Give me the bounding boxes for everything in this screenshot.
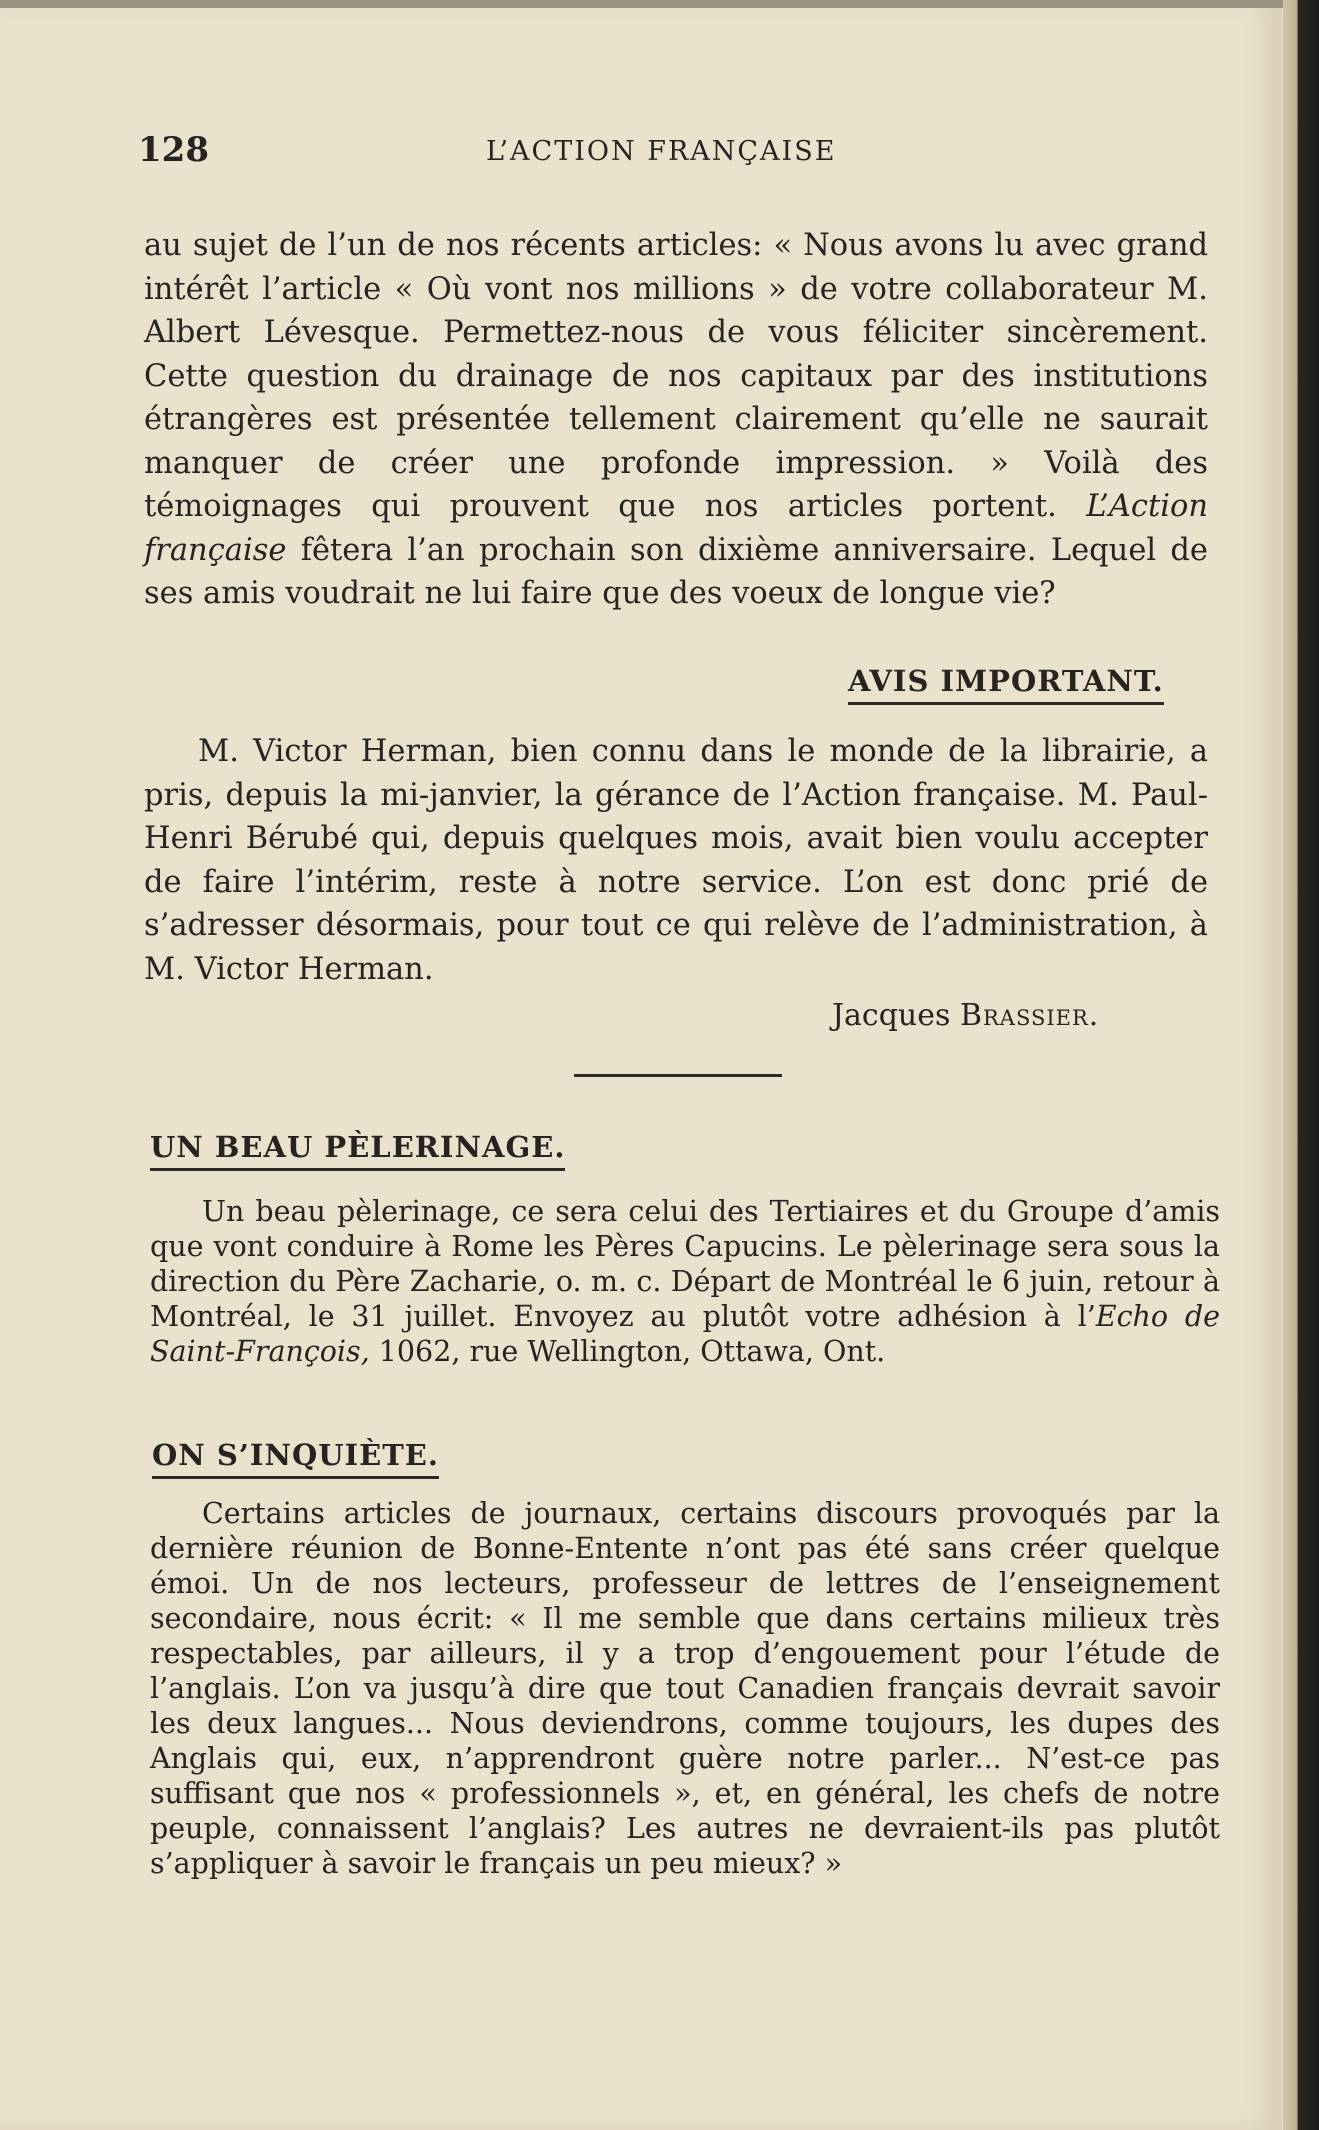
signature-first-name: Jacques [832,998,951,1033]
page-top-edge [0,0,1319,8]
signature-last-name: Brassier. [959,998,1100,1033]
pelerinage-text: Un beau pèlerinage, ce sera celui des Tertiaires et du Groupe d’amis que vont conduire à Rome les Pères Capucins. Le pèlerinage sera sous la direction du Père Zacharie, o. m. c. Départ de Montréal le 6 juin, retour à Montréal, le 31 juillet. Envoyez au plutôt votre adhésion à l’ [150,1195,1220,1333]
avis-heading: AVIS IMPORTANT. [848,664,1164,705]
signature [832,998,1099,1033]
intro-text-after: fêtera l’an prochain son dixième anniversaire. Lequel de ses amis voudrait ne lui faire que des voeux de longue vie? [144,532,1208,611]
intro-paragraph [144,224,1208,616]
section-divider [574,1074,782,1077]
avis-paragraph: M. Victor Herman, bien connu dans le monde de la librairie, a pris, depuis la mi-janvier, la gérance de l’Action française. M. Paul-Henri Bérubé qui, depuis quelques mois, avait bien voulu accepter de faire l’intérim, reste à notre service. L’on est donc prié de s’adresser désormais, pour tout ce qui relève de l’administration, à M. Victor Herman. [144,734,1208,987]
page-number: 128 [138,130,209,170]
intro-text: au sujet de l’un de nos récents articles: « Nous avons lu avec grand intérêt l’article « Où vont nos millions » de votre collaborateur M. Albert Lévesque. Permettez-nous de vous féliciter sincèrement. Cette question du drainage de nos capitaux par des institutions étrangères est présentée tellement clairement qu’elle ne saurait manquer de créer une profonde impression. » Voilà des témoignages qui prouvent que nos articles portent. [144,228,1208,524]
inquiete-heading: ON S’INQUIÈTE. [152,1438,439,1479]
pelerinage-heading: UN BEAU PÈLERINAGE. [150,1130,565,1171]
running-head [138,130,1208,170]
pelerinage-paragraph [150,1194,1220,1369]
pelerinage-text-after: 1062, rue Wellington, Ottawa, Ont. [369,1335,886,1368]
echo-italic: Echo de Saint-François, [150,1300,1220,1368]
book-spine [1283,0,1319,2130]
journal-title: L’ACTION FRANÇAISE [486,136,837,167]
inquiete-paragraph: Certains articles de journaux, certains discours provoqués par la dernière réunion de Bonne-Entente n’ont pas été sans créer quelque émoi. Un de nos lecteurs, professeur de lettres de l’enseignement secondaire, nous écrit: « Il me semble que dans certains milieux très respectables, par ailleurs, il y a trop d’engouement pour l’étude de l’anglais. L’on va jusqu’à dire que tout Canadien français devrait savoir les deux langues... Nous deviendrons, comme toujours, les dupes des Anglais qui, eux, n’apprendront guère notre parler... N’est-ce pas suffisant que nos « professionnels », et, en général, les chefs de notre peuple, connaissent l’anglais? Les autres ne devraient-ils pas plutôt s’appliquer à savoir le français un peu mieux? » [150,1497,1220,1880]
journal-name-italic: L’Action française [144,489,1208,568]
